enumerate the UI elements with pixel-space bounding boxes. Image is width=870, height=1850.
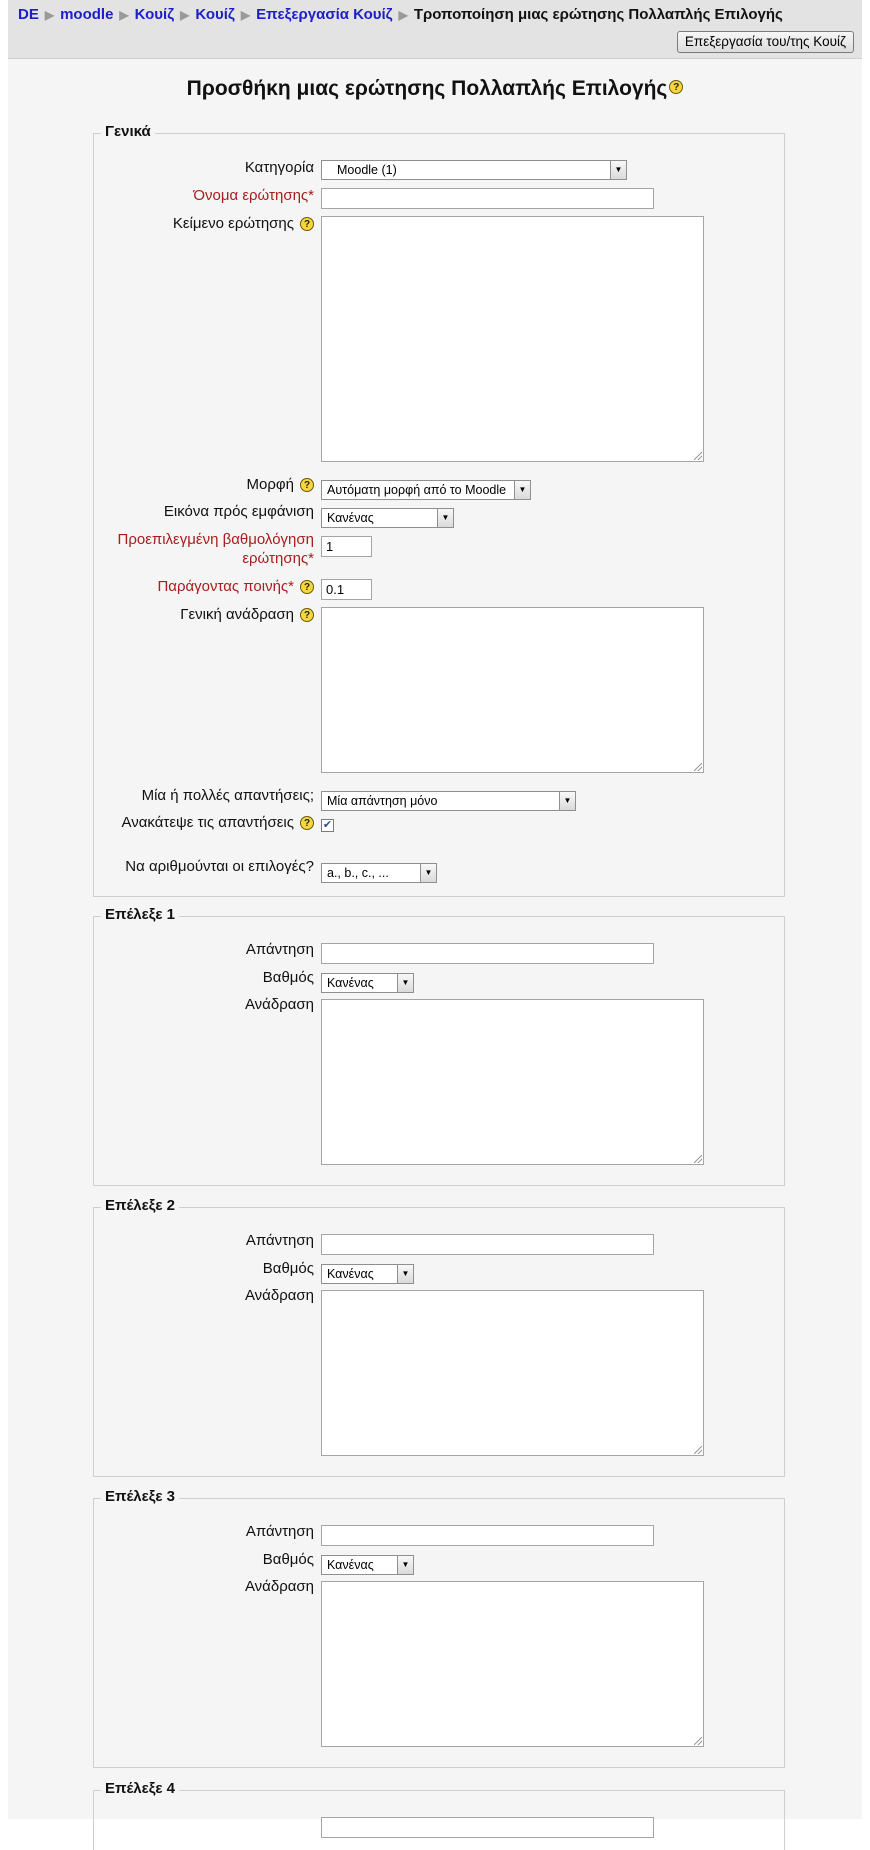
chevron-down-icon: ▼: [397, 1556, 413, 1574]
feedback-label: Ανάδραση: [244, 996, 314, 1013]
feedback-area[interactable]: [321, 999, 704, 1165]
chevron-down-icon: ▼: [420, 864, 436, 882]
help-icon[interactable]: ?: [300, 217, 314, 231]
penalty-input[interactable]: 0.1: [321, 579, 372, 600]
image-select-value: Κανένας: [327, 511, 374, 525]
shuffle-label: [122, 814, 314, 831]
breadcrumb-link-home[interactable]: DE: [18, 6, 39, 23]
required-mark: *: [288, 578, 294, 595]
answer-input[interactable]: [321, 1234, 654, 1255]
breadcrumb-current: Τροποποίηση μιας ερώτησης Πολλαπλής Επιλογής: [413, 6, 783, 23]
numbering-select-value: a., b., c., ...: [327, 866, 389, 880]
chevron-down-icon: ▼: [397, 1265, 413, 1283]
chevron-down-icon: ▼: [397, 974, 413, 992]
numbering-label: [125, 858, 314, 875]
question-text-area[interactable]: [321, 216, 704, 462]
format-label: [247, 476, 314, 493]
breadcrumb-separator: ▶: [180, 8, 190, 22]
question-name-input[interactable]: [321, 188, 654, 209]
help-icon[interactable]: ?: [300, 608, 314, 622]
chevron-down-icon: ▼: [437, 509, 453, 527]
general-feedback-area[interactable]: [321, 607, 704, 773]
fieldset-choice-3: [93, 1488, 785, 1768]
format-select[interactable]: [321, 480, 531, 500]
default-grade-label-line1: Προεπιλεγμένη βαθμολόγηση: [117, 531, 314, 548]
default-grade-input[interactable]: 1: [321, 536, 372, 557]
default-grade-label: [117, 530, 314, 568]
help-icon[interactable]: ?: [300, 816, 314, 830]
chevron-down-icon: ▼: [559, 792, 575, 810]
grade-select[interactable]: [321, 1264, 414, 1284]
breadcrumb-separator: ▶: [44, 8, 55, 22]
resize-handle-icon[interactable]: [694, 1155, 702, 1163]
category-label: [245, 159, 314, 176]
navbar: [8, 0, 862, 59]
required-mark: *: [308, 550, 314, 567]
fieldset-choice-2: [93, 1197, 785, 1477]
general-feedback-label: [180, 606, 314, 623]
fieldset-legend: Επέλεξε 4: [101, 1780, 179, 1797]
shuffle-label-text: Ανακάτεψε τις απαντήσεις: [121, 814, 294, 831]
help-icon[interactable]: ?: [669, 80, 683, 94]
shuffle-checkbox[interactable]: ✔: [322, 819, 333, 831]
chevron-down-icon: ▼: [610, 161, 626, 179]
answer-input[interactable]: [321, 943, 654, 964]
breadcrumb-link-moodle[interactable]: moodle: [60, 6, 114, 23]
grade-select-value: Κανένας: [327, 1267, 374, 1281]
question-name-label-text: Όνομα ερώτησης: [193, 187, 309, 204]
answer-label: Απάντηση: [245, 941, 314, 958]
format-label-text: Μορφή: [246, 476, 294, 493]
image-select[interactable]: [321, 508, 454, 528]
grade-select[interactable]: [321, 973, 414, 993]
resize-handle-icon[interactable]: [694, 1737, 702, 1745]
fieldset-choice-1: [93, 906, 785, 1186]
grade-label: Βαθμός: [262, 969, 314, 986]
help-icon[interactable]: ?: [300, 478, 314, 492]
breadcrumb-link-edit-quiz[interactable]: Επεξεργασία Κουίζ: [256, 6, 393, 23]
page-title-text: Προσθήκη μιας ερώτησης Πολλαπλής Επιλογής: [186, 77, 668, 100]
grade-select-value: Κανένας: [327, 1558, 374, 1572]
resize-handle-icon[interactable]: [694, 452, 702, 460]
image-label-text: Εικόνα πρός εμφάνιση: [163, 503, 314, 520]
default-grade-label-line2: ερώτησης: [242, 550, 309, 567]
numbering-select[interactable]: [321, 863, 437, 883]
category-select-value: Moodle (1): [337, 163, 397, 177]
answer-label: Απάντηση: [245, 1523, 314, 1540]
question-text-label: [173, 215, 314, 232]
required-mark: *: [308, 187, 314, 204]
grade-select-value: Κανένας: [327, 976, 374, 990]
grade-label: Βαθμός: [262, 1260, 314, 1277]
question-name-label: [193, 187, 314, 204]
edit-quiz-button[interactable]: Επεξεργασία του/της Κουίζ: [677, 31, 854, 53]
breadcrumb-separator: ▶: [398, 8, 408, 22]
grade-label: Βαθμός: [262, 1551, 314, 1568]
breadcrumb-separator: ▶: [240, 8, 251, 22]
page-title: [8, 77, 862, 101]
image-label: [164, 503, 314, 520]
format-select-value: Αυτόματη μορφή από το Moodle: [327, 483, 507, 497]
question-text-label-text: Κείμενο ερώτησης: [172, 215, 294, 232]
resize-handle-icon[interactable]: [694, 1446, 702, 1454]
fieldset-general: [93, 123, 785, 897]
answer-label: Απάντηση: [245, 1232, 314, 1249]
feedback-label: Ανάδραση: [244, 1578, 314, 1595]
breadcrumb: [18, 6, 783, 23]
main-content: [8, 59, 862, 1819]
help-icon[interactable]: ?: [300, 580, 314, 594]
fieldset-choice-4: [93, 1780, 785, 1850]
general-feedback-label-text: Γενική ανάδραση: [180, 606, 294, 623]
breadcrumb-link-quiz[interactable]: Κουίζ: [195, 6, 235, 23]
breadcrumb-separator: ▶: [119, 8, 129, 22]
resize-handle-icon[interactable]: [694, 763, 702, 771]
answer-input[interactable]: [321, 1817, 654, 1838]
category-label-text: Κατηγορία: [244, 159, 314, 176]
grade-select[interactable]: [321, 1555, 414, 1575]
feedback-area[interactable]: [321, 1290, 704, 1456]
breadcrumb-link-quizzes[interactable]: Κουίζ: [134, 6, 175, 23]
fieldset-legend: Επέλεξε 3: [101, 1488, 179, 1505]
answer-input[interactable]: [321, 1525, 654, 1546]
fieldset-legend: Επέλεξε 2: [101, 1197, 179, 1214]
single-answer-label-text: Μία ή πολλές απαντήσεις;: [141, 787, 314, 804]
single-answer-select[interactable]: [321, 791, 576, 811]
chevron-down-icon: ▼: [514, 481, 530, 499]
single-answer-label: [142, 787, 314, 804]
feedback-label: Ανάδραση: [244, 1287, 314, 1304]
single-answer-select-value: Μία απάντηση μόνο: [327, 794, 438, 808]
penalty-label: [157, 578, 314, 595]
numbering-label-text: Να αριθμούνται οι επιλογές?: [125, 858, 314, 875]
feedback-area[interactable]: [321, 1581, 704, 1747]
fieldset-legend: Γενικά: [101, 123, 155, 140]
category-select[interactable]: [321, 160, 627, 180]
penalty-label-text: Παράγοντας ποινής: [157, 578, 289, 595]
fieldset-legend: Επέλεξε 1: [101, 906, 179, 923]
